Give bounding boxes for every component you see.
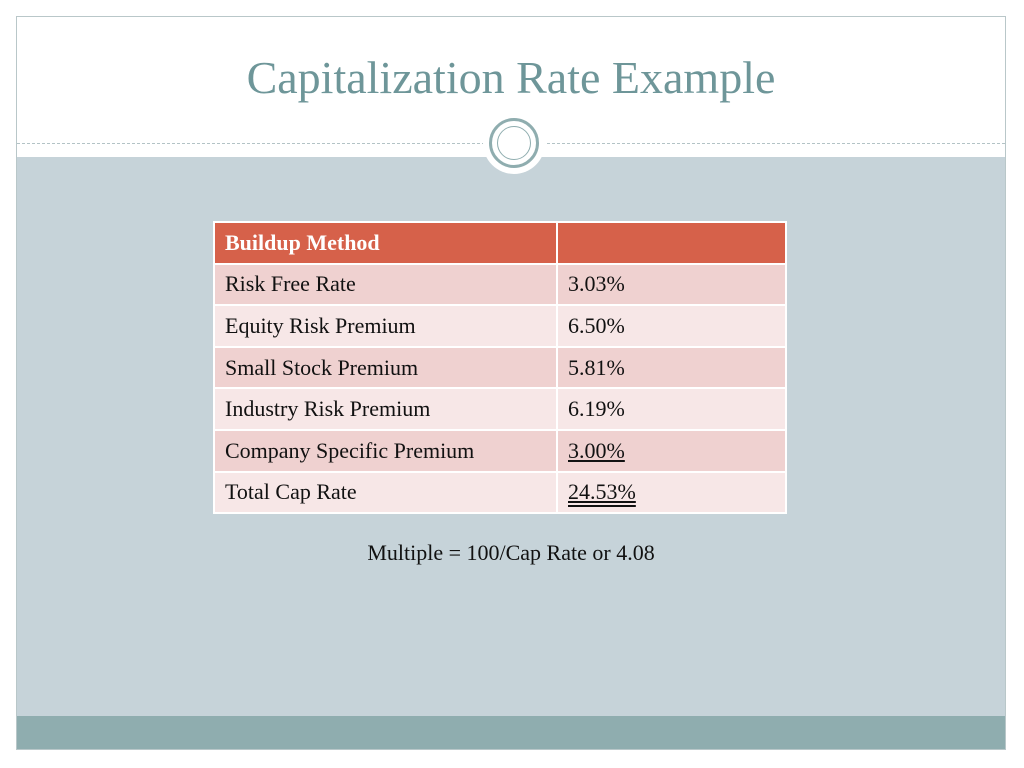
table-row xyxy=(214,264,786,306)
table-row xyxy=(214,388,786,430)
row-value xyxy=(557,430,786,472)
table-header-row xyxy=(214,222,786,264)
multiple-note: Multiple = 100/Cap Rate or 4.08 xyxy=(367,540,655,565)
row-value: 6.50% xyxy=(557,305,786,347)
slide xyxy=(16,16,1006,750)
table-row xyxy=(214,305,786,347)
company-premium-value: 3.00% xyxy=(568,437,625,463)
row-value xyxy=(557,472,786,514)
row-label: Total Cap Rate xyxy=(214,472,557,514)
row-label: Equity Risk Premium xyxy=(214,305,557,347)
footer-bar xyxy=(17,716,1005,750)
row-label: Company Specific Premium xyxy=(214,430,557,472)
table-header-value xyxy=(557,222,786,264)
table-header-label: Buildup Method xyxy=(214,222,557,264)
table-row xyxy=(214,347,786,389)
row-value: 3.03% xyxy=(557,264,786,306)
table-row xyxy=(214,472,786,514)
total-cap-rate-value: 24.53% xyxy=(568,479,636,505)
row-label: Risk Free Rate xyxy=(214,264,557,306)
row-value: 6.19% xyxy=(557,388,786,430)
row-label: Industry Risk Premium xyxy=(214,388,557,430)
table-row xyxy=(214,430,786,472)
buildup-table xyxy=(213,221,787,514)
row-value: 5.81% xyxy=(557,347,786,389)
row-label: Small Stock Premium xyxy=(214,347,557,389)
slide-title: Capitalization Rate Example xyxy=(246,52,776,103)
circle-ornament-icon xyxy=(483,112,545,174)
